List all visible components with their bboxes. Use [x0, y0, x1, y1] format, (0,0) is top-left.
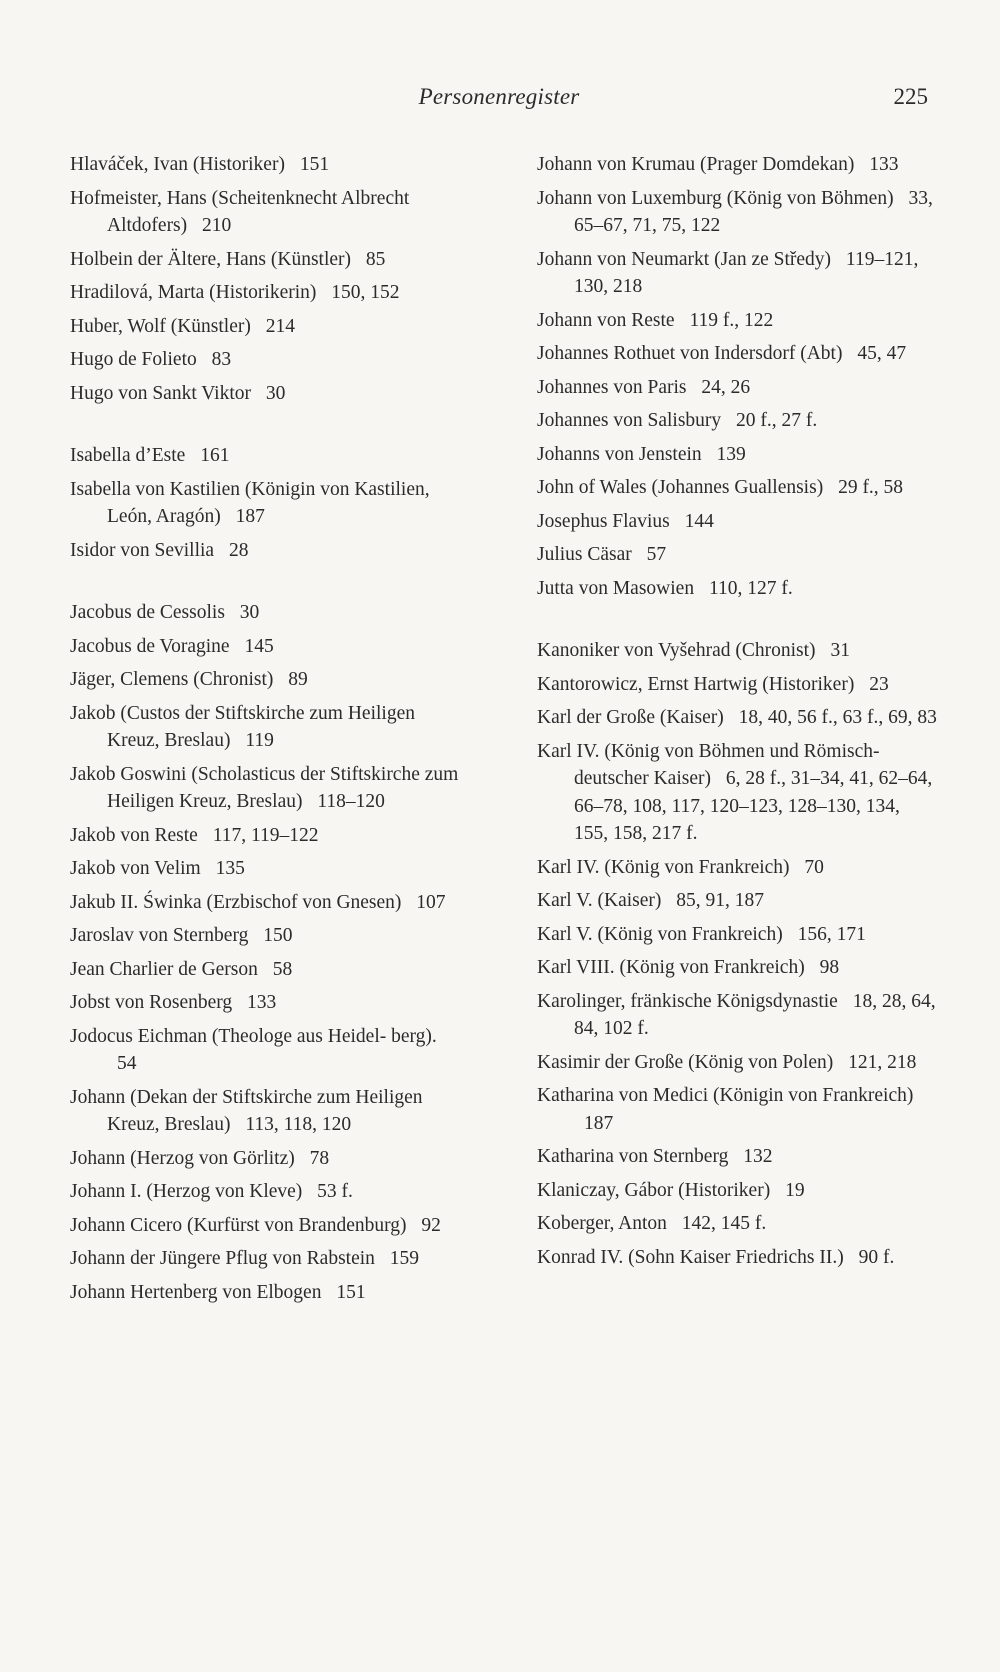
index-entry [70, 151, 470, 179]
index-entry [537, 508, 937, 536]
entry-name: Huber, Wolf (Künstler) [70, 315, 251, 337]
entry-name: Jobst von Rosenberg [70, 992, 233, 1013]
entry-pages: 19 [785, 1179, 805, 1201]
entry-name: Jakob Goswini (Scholasticus der Stiftskirche zum Heiligen Kreuz, Breslau) [70, 763, 459, 812]
entry-pages: 113, 118, 120 [245, 1114, 352, 1135]
index-entry [537, 1082, 937, 1137]
entry-pages: 90 f. [858, 1246, 895, 1268]
entry-name: Jodocus Eichman (Theologe aus Heidel- berg). [70, 1025, 437, 1047]
entry-pages: 156, 171 [797, 923, 866, 945]
index-entry [537, 407, 937, 435]
entry-pages: 139 [716, 443, 746, 465]
entry-pages: 214 [265, 315, 295, 337]
entry-name: Johann von Krumau (Prager Domdekan) [537, 154, 855, 175]
entry-pages: 70 [804, 856, 824, 878]
entry-name: Jakub II. Świnka (Erzbischof von Gnesen) [70, 891, 402, 913]
entry-pages: 6, 28 f., 31–34, 41, 62–64, 66–78, 108, 117, 120–123, 128–130, 134, 155, 158, 217 f. [574, 768, 933, 844]
index-column-left [70, 151, 470, 1312]
entry-name: John of Wales (Johannes Guallensis) [537, 477, 824, 498]
index-entry [70, 822, 470, 850]
index-entry [70, 666, 470, 694]
entry-pages: 132 [743, 1146, 773, 1167]
index-entry [70, 476, 470, 531]
entry-name: Konrad IV. (Sohn Kaiser Friedrichs II.) [537, 1246, 844, 1268]
index-entry [70, 380, 470, 408]
entry-pages: 20 f., 27 f. [736, 410, 818, 431]
entry-pages: 117, 119–122 [212, 824, 319, 846]
index-entry [70, 1212, 470, 1240]
index-entry [537, 340, 937, 368]
index-entry [70, 185, 470, 240]
entry-pages: 98 [819, 957, 840, 978]
entry-pages: 33, 65–67, 71, 75, 122 [574, 187, 933, 236]
index-entry [537, 185, 937, 240]
entry-name: Karolinger, fränkische Königsdynastie [537, 990, 838, 1012]
index-entry [70, 346, 470, 374]
index-entry [70, 700, 470, 755]
entry-name: Isabella von Kastilien (Königin von Kastilien, León, Aragón) [70, 478, 430, 527]
index-entry [70, 761, 470, 816]
entry-name: Kasimir der Große (König von Polen) [537, 1051, 834, 1073]
entry-name: Kanoniker von Vyšehrad (Chronist) [537, 640, 816, 661]
index-entry [537, 246, 937, 301]
entry-pages: 187 [584, 1112, 614, 1134]
entry-pages: 23 [869, 673, 889, 695]
page-header [70, 84, 928, 120]
running-title: Personenregister [418, 84, 580, 109]
entry-name: Jacobus de Voragine [70, 635, 230, 657]
entry-pages: 45, 47 [857, 343, 907, 364]
index-entry [70, 279, 470, 307]
entry-pages: 144 [684, 510, 714, 532]
entry-pages: 150, 152 [331, 282, 400, 303]
entry-name: Johann Cicero (Kurfürst von Brandenburg) [70, 1214, 407, 1236]
entry-pages: 58 [272, 958, 293, 980]
entry-name: Johann Hertenberg von Elbogen [70, 1281, 322, 1303]
entry-pages: 85 [365, 248, 386, 270]
entry-name: Johann I. (Herzog von Kleve) [70, 1181, 303, 1202]
index-entry [70, 1023, 470, 1078]
index-entry [70, 1084, 470, 1139]
index-entry [70, 922, 470, 950]
entry-pages: 118–120 [317, 791, 385, 812]
index-entry [70, 1279, 470, 1307]
entry-pages: 133 [869, 154, 899, 175]
index-entry [70, 855, 470, 883]
entry-pages: 30 [265, 382, 286, 404]
entry-pages: 187 [235, 506, 265, 527]
entry-name: Hofmeister, Hans (Scheitenknecht Albrecht Altdofers) [70, 187, 410, 236]
entry-name: Karl der Große (Kaiser) [537, 707, 724, 728]
entry-pages: 92 [421, 1214, 441, 1236]
entry-name: Hradilová, Marta (Historikerin) [70, 282, 317, 303]
entry-pages: 28 [228, 539, 249, 561]
entry-name: Jakob von Reste [70, 824, 198, 846]
entry-pages: 161 [200, 445, 230, 466]
index-entry [537, 738, 937, 848]
entry-name: Katharina von Sternberg [537, 1146, 729, 1167]
index-entry [537, 988, 937, 1043]
index-entry [537, 307, 937, 335]
entry-pages: 78 [309, 1147, 330, 1169]
entry-pages: 142, 145 f. [681, 1213, 767, 1234]
entry-name: Karl IV. (König von Frankreich) [537, 856, 790, 878]
index-entry [70, 956, 470, 984]
entry-name: Jean Charlier de Gerson [70, 958, 258, 980]
entry-name: Karl V. (Kaiser) [537, 890, 662, 911]
entry-pages: 107 [416, 891, 446, 913]
entry-pages: 121, 218 [848, 1051, 917, 1073]
entry-pages: 31 [830, 640, 850, 661]
index-entry [537, 151, 937, 179]
index-entry [537, 637, 937, 665]
entry-name: Hlaváček, Ivan (Historiker) [70, 154, 285, 175]
entry-pages: 151 [336, 1281, 366, 1303]
entry-pages: 57 [646, 544, 667, 565]
entry-name: Jaroslav von Sternberg [70, 925, 249, 946]
entry-name: Johann der Jüngere Pflug von Rabstein [70, 1248, 375, 1269]
entry-name: Karl IV. (König von Böhmen und Römisch-deutscher Kaiser) [537, 740, 880, 789]
index-entry [70, 537, 470, 565]
entry-name: Koberger, Anton [537, 1213, 667, 1234]
entry-name: Isidor von Sevillia [70, 539, 215, 561]
entry-name: Hugo von Sankt Viktor [70, 382, 252, 404]
entry-pages: 150 [263, 925, 293, 946]
entry-name: Hugo de Folieto [70, 349, 197, 370]
index-entry [537, 887, 937, 915]
index-entry [537, 1177, 937, 1205]
entry-name: Johannes von Paris [537, 376, 687, 398]
entry-name: Johann von Luxemburg (König von Böhmen) [537, 187, 894, 209]
entry-name: Karl VIII. (König von Frankreich) [537, 957, 805, 978]
index-entry [70, 442, 470, 470]
entry-pages: 54 [117, 1053, 137, 1074]
entry-pages: 30 [239, 602, 260, 623]
index-entry [537, 441, 937, 469]
entry-name: Julius Cäsar [537, 544, 632, 565]
index-entry [537, 1049, 937, 1077]
entry-pages: 24, 26 [701, 376, 751, 398]
index-entry [70, 599, 470, 627]
index-column-right [537, 151, 937, 1277]
entry-pages: 119 f., 122 [689, 309, 774, 331]
entry-pages: 29 f., 58 [838, 477, 904, 498]
index-entry [537, 671, 937, 699]
index-entry [537, 704, 937, 732]
entry-name: Katharina von Medici (Königin von Frankreich) [537, 1085, 914, 1106]
index-entry [70, 1245, 470, 1273]
entry-name: Isabella d’Este [70, 445, 186, 466]
entry-pages: 110, 127 f. [708, 577, 793, 599]
index-entry [70, 313, 470, 341]
entry-pages: 159 [389, 1248, 420, 1269]
entry-pages: 85, 91, 187 [676, 890, 764, 911]
entry-pages: 83 [211, 349, 232, 370]
entry-pages: 210 [202, 215, 232, 236]
index-entry [537, 1210, 937, 1238]
index-entry [537, 921, 937, 949]
index-entry [537, 575, 937, 603]
entry-name: Jakob von Velim [70, 858, 201, 879]
index-entry [70, 1178, 470, 1206]
entry-name: Johanns von Jenstein [537, 443, 702, 465]
index-entry [537, 854, 937, 882]
entry-name: Klaniczay, Gábor (Historiker) [537, 1179, 771, 1201]
entry-pages: 18, 40, 56 f., 63 f., 69, 83 [738, 707, 937, 728]
entry-name: Jäger, Clemens (Chronist) [70, 669, 274, 690]
entry-name: Kantorowicz, Ernst Hartwig (Historiker) [537, 673, 855, 695]
entry-pages: 89 [288, 669, 308, 690]
page-number: 225 [893, 84, 928, 109]
entry-name: Johann von Neumarkt (Jan ze Středy) [537, 248, 832, 270]
entry-pages: 119 [245, 730, 274, 751]
entry-pages: 119–121, 130, 218 [574, 248, 919, 297]
entry-name: Josephus Flavius [537, 510, 670, 532]
entry-pages: 145 [244, 635, 274, 657]
entry-pages: 53 f. [317, 1181, 353, 1202]
index-entry [537, 474, 937, 502]
entry-pages: 135 [215, 858, 245, 879]
entry-pages: 133 [247, 992, 277, 1013]
index-entry [537, 374, 937, 402]
index-entry [537, 1244, 937, 1272]
index-entry [70, 1145, 470, 1173]
entry-name: Jacobus de Cessolis [70, 602, 225, 623]
entry-name: Johann (Herzog von Görlitz) [70, 1147, 295, 1169]
index-entry [70, 246, 470, 274]
entry-name: Johann (Dekan der Stiftskirche zum Heiligen Kreuz, Breslau) [70, 1086, 423, 1135]
entry-name: Karl V. (König von Frankreich) [537, 923, 783, 945]
entry-name: Jakob (Custos der Stiftskirche zum Heiligen Kreuz, Breslau) [70, 702, 415, 751]
entry-name: Johannes von Salisbury [537, 410, 722, 431]
entry-name: Jutta von Masowien [537, 577, 695, 599]
index-entry [537, 1143, 937, 1171]
index-entry [70, 889, 470, 917]
index-entry [537, 541, 937, 569]
entry-pages: 18, 28, 64, 84, 102 f. [574, 990, 936, 1039]
index-entry [70, 989, 470, 1017]
index-entry [537, 954, 937, 982]
entry-name: Johannes Rothuet von Indersdorf (Abt) [537, 343, 843, 364]
entry-name: Holbein der Ältere, Hans (Künstler) [70, 248, 352, 270]
entry-name: Johann von Reste [537, 309, 675, 331]
entry-pages: 151 [299, 154, 330, 175]
index-entry [70, 633, 470, 661]
